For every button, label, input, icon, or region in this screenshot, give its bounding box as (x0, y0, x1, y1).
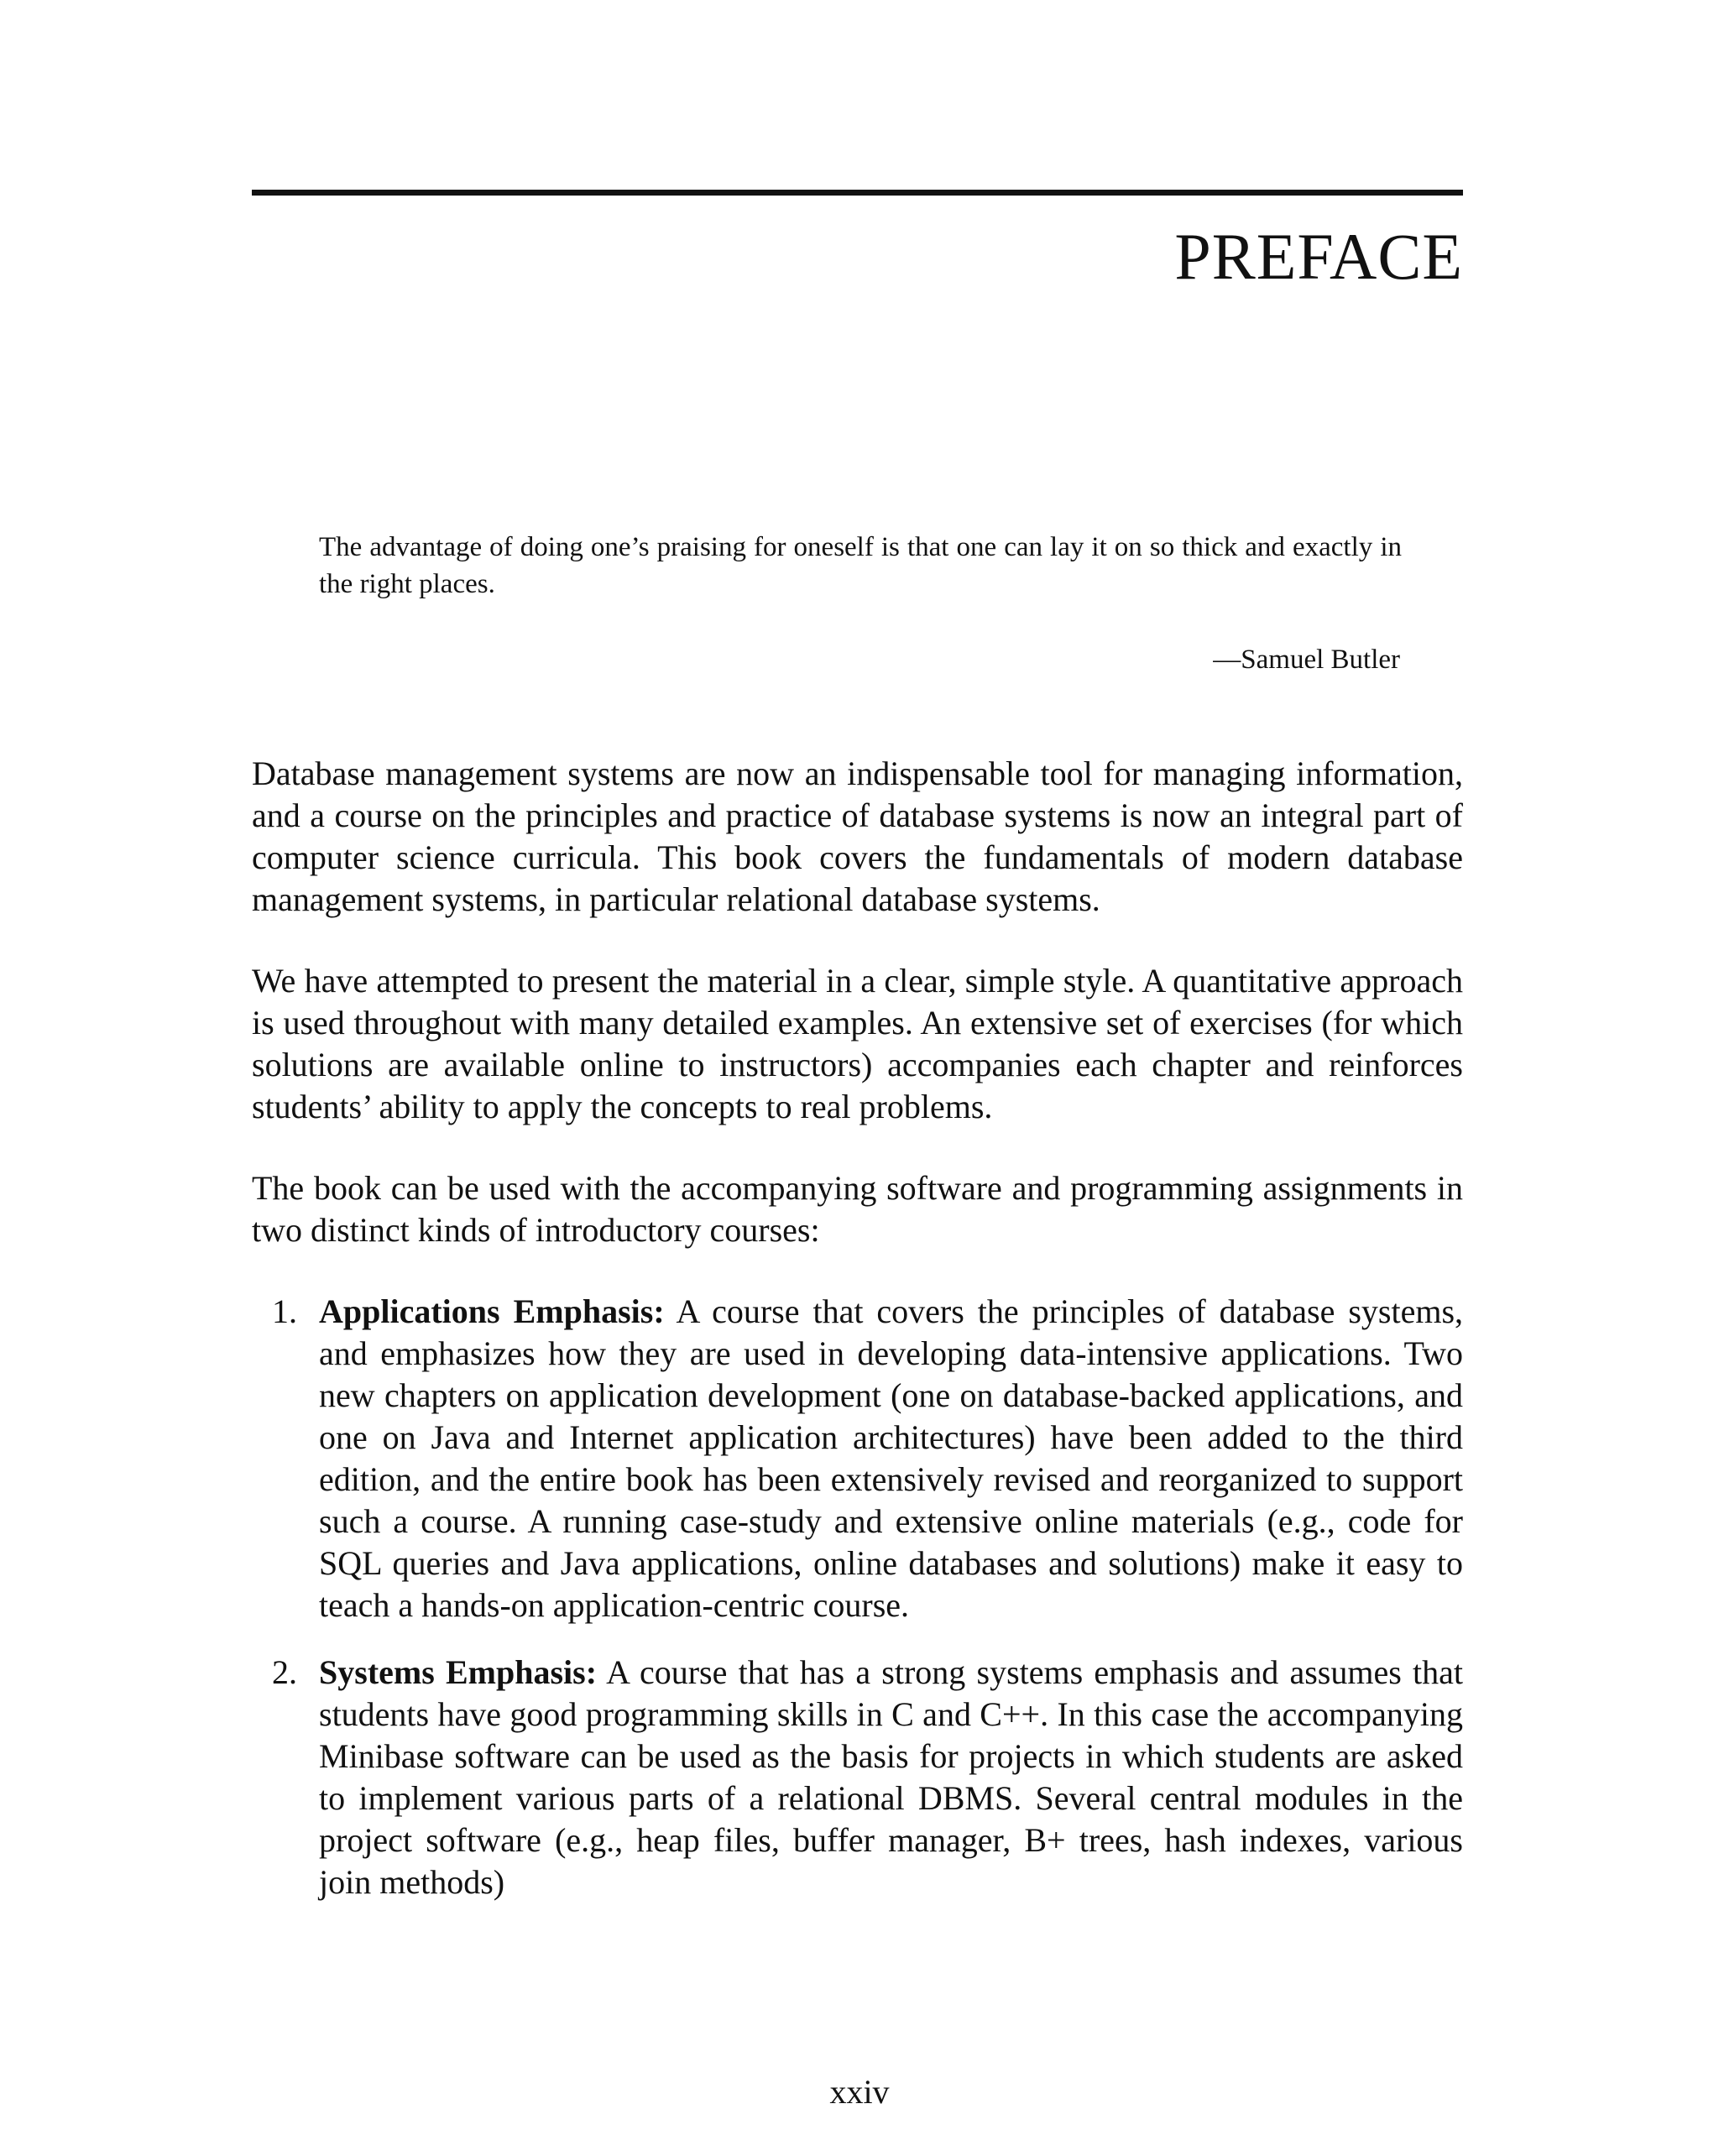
list-item (252, 1652, 1463, 1903)
list-item-number: 1. (272, 1292, 297, 1330)
list-item-heading: Applications Emphasis: (319, 1292, 665, 1330)
epigraph-quote: The advantage of doing one’s praising for oneself is that one can lay it on so thick and exactly in the right places. (319, 532, 1402, 599)
list-item-text: A course that has a strong systems emphasis and assumes that students have good programming skills in C and C++. In this case the accompanying Minibase software can be used as the basis for projects in which students are asked to implement various parts of a relational DBMS. Several central modules in the project software (e.g., heap files, buffer manager, B+ trees, hash indexes, various join methods) (319, 1653, 1463, 1901)
chapter-title: PREFACE (1174, 220, 1463, 293)
epigraph-attribution: —Samuel Butler (1213, 645, 1400, 675)
paragraph: The book can be used with the accompanying software and programming assignments in two distinct kinds of introductory courses: (252, 1169, 1463, 1249)
course-emphasis-list (252, 1291, 1463, 1903)
list-item-heading: Systems Emphasis: (319, 1653, 598, 1691)
paragraph: Database management systems are now an indispensable tool for managing information, and a course on the principles and practice of database systems is now an integral part of computer science curricula. This book covers the fundamentals of modern database management systems, in particular relational database systems. (252, 754, 1463, 918)
list-item-text: A course that covers the principles of database systems, and emphasizes how they are used in developing data-intensive applications. Two new chapters on application development (one on database-backed applications, and one on Java and Internet application architectures) have been added to the third edition, and the entire book has been extensively revised and reorganized to support such a course. A running case-study and extensive online materials (e.g., code for SQL queries and Java applications, online databases and solutions) make it easy to teach a hands-on application-centric course. (319, 1292, 1464, 1624)
list-item-number: 2. (272, 1653, 297, 1691)
list-item (252, 1291, 1463, 1626)
preface-body (252, 753, 1463, 1929)
page-number: xxiv (829, 2073, 890, 2111)
paragraph: We have attempted to present the material in a clear, simple style. A quantitative approach is used throughout with many detailed examples. An extensive set of exercises (for which solutions are available online to instructors) accompanies each chapter and reinforces students’ ability to apply the concepts to real problems. (252, 962, 1463, 1125)
chapter-rule (252, 190, 1463, 196)
